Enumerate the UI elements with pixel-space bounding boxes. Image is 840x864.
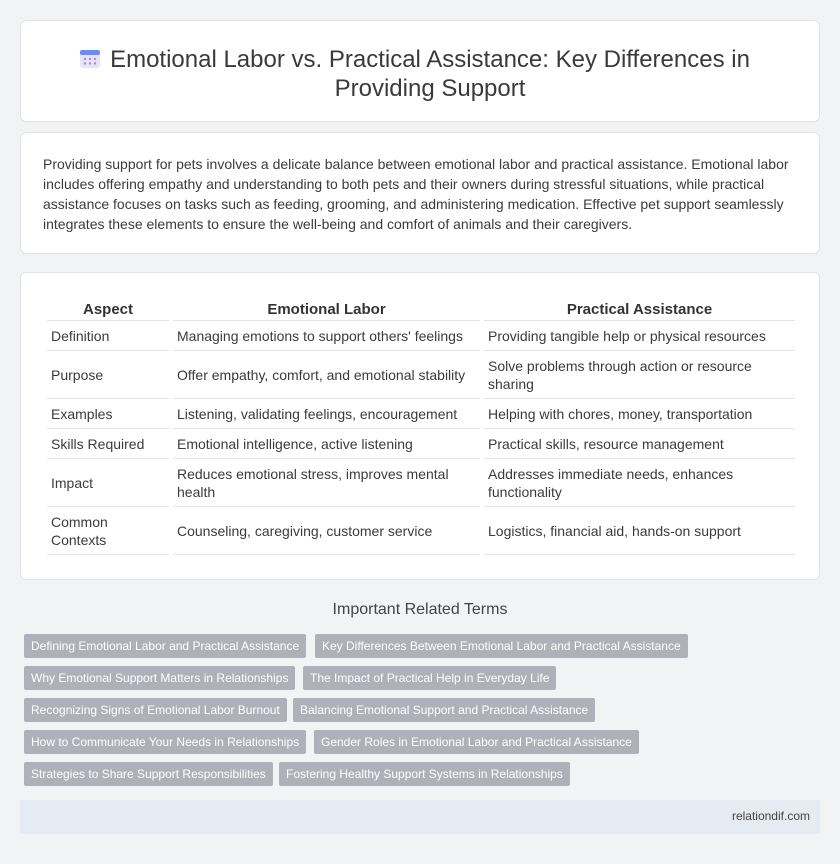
header-card	[20, 20, 820, 122]
related-tag[interactable]: Key Differences Between Emotional Labor and Practical Assistance	[315, 634, 688, 658]
cell-aspect: Purpose	[47, 351, 169, 399]
header-aspect: Aspect	[47, 295, 169, 321]
cell-practical: Providing tangible help or physical resources	[484, 321, 795, 351]
intro-paragraph: Providing support for pets involves a delicate balance between emotional labor and practical assistance. Emotional labor includes offering empathy and understanding to both pets and their owners during stressful situations, while practical assistance focuses on tasks such as feeding, grooming, and administering medication. Effective pet support seamlessly integrates these elements to ensure the well-being and comfort of animals and their caregivers.	[43, 156, 789, 232]
footer	[20, 800, 820, 834]
related-tag[interactable]: Why Emotional Support Matters in Relationships	[24, 666, 295, 690]
cell-aspect: Common Contexts	[47, 507, 169, 555]
table-row	[47, 459, 795, 507]
cell-practical: Helping with chores, money, transportation	[484, 399, 795, 429]
cell-practical: Practical skills, resource management	[484, 429, 795, 459]
related-tag[interactable]: Gender Roles in Emotional Labor and Practical Assistance	[314, 730, 639, 754]
related-terms-title: Important Related Terms	[332, 601, 508, 618]
related-tag[interactable]: Defining Emotional Labor and Practical Assistance	[24, 634, 306, 658]
cell-emotional: Managing emotions to support others' feelings	[173, 321, 480, 351]
cell-emotional: Counseling, caregiving, customer service	[173, 507, 480, 555]
cell-emotional: Offer empathy, comfort, and emotional stability	[173, 351, 480, 399]
cell-aspect: Skills Required	[47, 429, 169, 459]
cell-emotional: Reduces emotional stress, improves mental health	[173, 459, 480, 507]
table-row	[47, 429, 795, 459]
table-row	[47, 507, 795, 555]
header-practical-assistance: Practical Assistance	[484, 295, 795, 321]
table-header-row	[47, 295, 795, 321]
related-tag[interactable]: The Impact of Practical Help in Everyday Life	[303, 666, 556, 690]
table-row	[47, 351, 795, 399]
comparison-table	[43, 295, 799, 555]
related-tag[interactable]: Balancing Emotional Support and Practical Assistance	[293, 698, 595, 722]
related-tag[interactable]: Strategies to Share Support Responsibilities	[24, 762, 273, 786]
table-row	[47, 399, 795, 429]
cell-aspect: Definition	[47, 321, 169, 351]
related-tag[interactable]: How to Communicate Your Needs in Relationships	[24, 730, 306, 754]
table-row	[47, 321, 795, 351]
intro-card	[20, 132, 820, 254]
page-title: Emotional Labor vs. Practical Assistance: Key Differences in Providing Support	[110, 46, 750, 102]
cell-practical: Addresses immediate needs, enhances functionality	[484, 459, 795, 507]
cell-aspect: Examples	[47, 399, 169, 429]
header-emotional-labor: Emotional Labor	[173, 295, 480, 321]
cell-aspect: Impact	[47, 459, 169, 507]
cell-practical: Logistics, financial aid, hands-on support	[484, 507, 795, 555]
cell-emotional: Emotional intelligence, active listening	[173, 429, 480, 459]
related-tag[interactable]: Fostering Healthy Support Systems in Relationships	[279, 762, 570, 786]
footer-site-link[interactable]: relationdif.com	[731, 809, 810, 823]
cell-emotional: Listening, validating feelings, encouragement	[173, 399, 480, 429]
cell-practical: Solve problems through action or resource sharing	[484, 351, 795, 399]
comparison-table-card	[20, 272, 820, 580]
related-tag[interactable]: Recognizing Signs of Emotional Labor Burnout	[24, 698, 287, 722]
